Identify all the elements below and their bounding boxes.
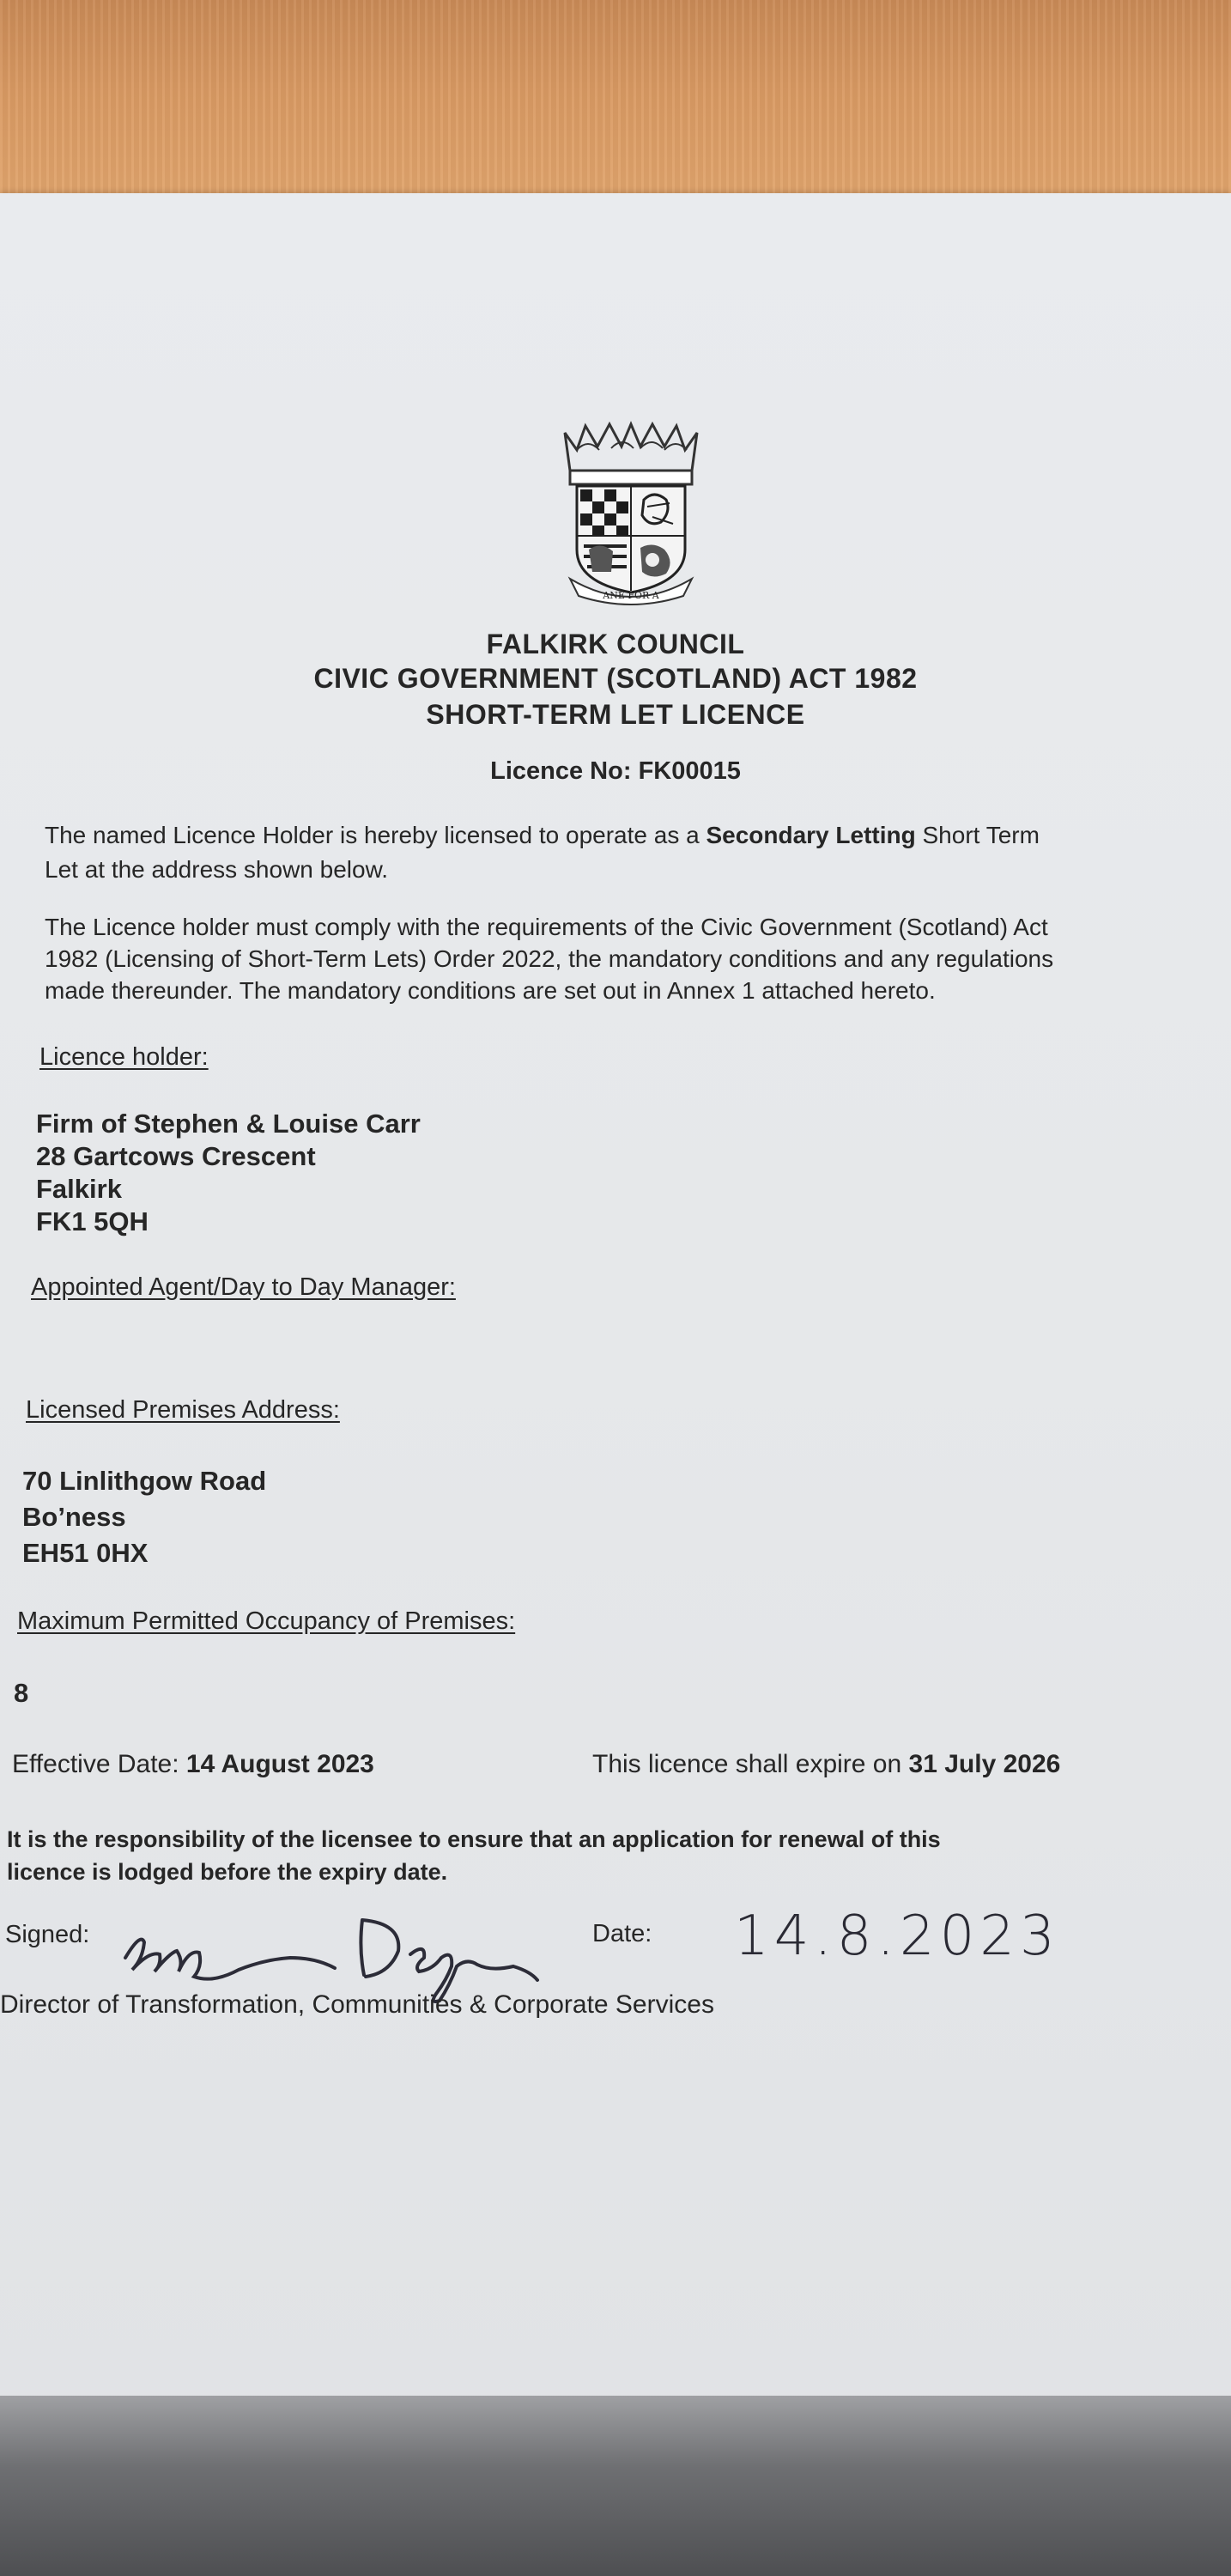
premises-postcode: EH51 0HX: [22, 1538, 149, 1568]
licence-number-label: Licence No:: [490, 757, 632, 785]
background-floor: [0, 2396, 1231, 2576]
intro-line-1: [45, 818, 1231, 853]
licence-number: [0, 757, 1231, 786]
council-crest-logo: [558, 421, 704, 605]
effective-date-value: 14 August 2023: [185, 1750, 374, 1778]
occupancy-label: Maximum Permitted Occupancy of Premises:: [17, 1607, 516, 1635]
council-name: FALKIRK COUNCIL: [486, 629, 745, 659]
wooden-desk-background: [0, 0, 1231, 206]
expiry-date-value: 31 July 2026: [908, 1750, 1061, 1778]
date-label: Date:: [592, 1920, 652, 1947]
compliance-line-2: 1982 (Licensing of Short-Term Lets) Order 2022, the mandatory conditions and any regulations: [45, 945, 1054, 972]
occupancy-value: 8: [14, 1678, 29, 1708]
intro-text-b: Short Term: [922, 822, 1040, 848]
effective-date-label: Effective Date:: [12, 1750, 179, 1778]
letting-type: Secondary Letting: [706, 822, 916, 848]
licence-holder-name: Firm of Stephen & Louise Carr: [36, 1109, 421, 1139]
intro-line-2: Let at the address shown below.: [45, 856, 389, 883]
signed-label: Signed:: [5, 1921, 90, 1948]
premises-street: 70 Linlithgow Road: [22, 1466, 267, 1496]
expiry-date-label: This licence shall expire on: [592, 1750, 902, 1778]
signatory-title: Director of Transformation, Communities & Corporate Services: [0, 1990, 714, 2019]
premises-town: Bo’ness: [22, 1502, 126, 1532]
act-title: CIVIC GOVERNMENT (SCOTLAND) ACT 1982: [313, 663, 918, 694]
licence-holder-postcode: FK1 5QH: [36, 1206, 149, 1236]
responsibility-line-2: licence is lodged before the expiry date.: [7, 1859, 448, 1885]
handwritten-date: 14.8.2023: [734, 1905, 1060, 1968]
intro-text-a: The named Licence Holder is hereby licensed to operate as a: [45, 822, 700, 848]
licence-type: SHORT-TERM LET LICENCE: [426, 699, 805, 730]
effective-date: [12, 1750, 374, 1779]
compliance-line-1: The Licence holder must comply with the requirements of the Civic Government (Scotland) Act: [45, 914, 1048, 940]
svg-text:ANE FOR A: ANE FOR A: [603, 590, 659, 601]
licence-number-value: FK00015: [638, 757, 741, 785]
compliance-line-3: made thereunder. The mandatory conditions are set out in Annex 1 attached hereto.: [45, 977, 936, 1004]
licence-holder-label: Licence holder:: [39, 1043, 209, 1071]
licence-holder-street: 28 Gartcows Crescent: [36, 1141, 316, 1171]
agent-label: Appointed Agent/Day to Day Manager:: [31, 1273, 456, 1301]
licence-holder-town: Falkirk: [36, 1174, 122, 1204]
premises-label: Licensed Premises Address:: [26, 1396, 340, 1424]
expiry-date: [592, 1750, 1060, 1779]
responsibility-line-1: It is the responsibility of the licensee to ensure that an application for renewal of this: [7, 1826, 941, 1852]
